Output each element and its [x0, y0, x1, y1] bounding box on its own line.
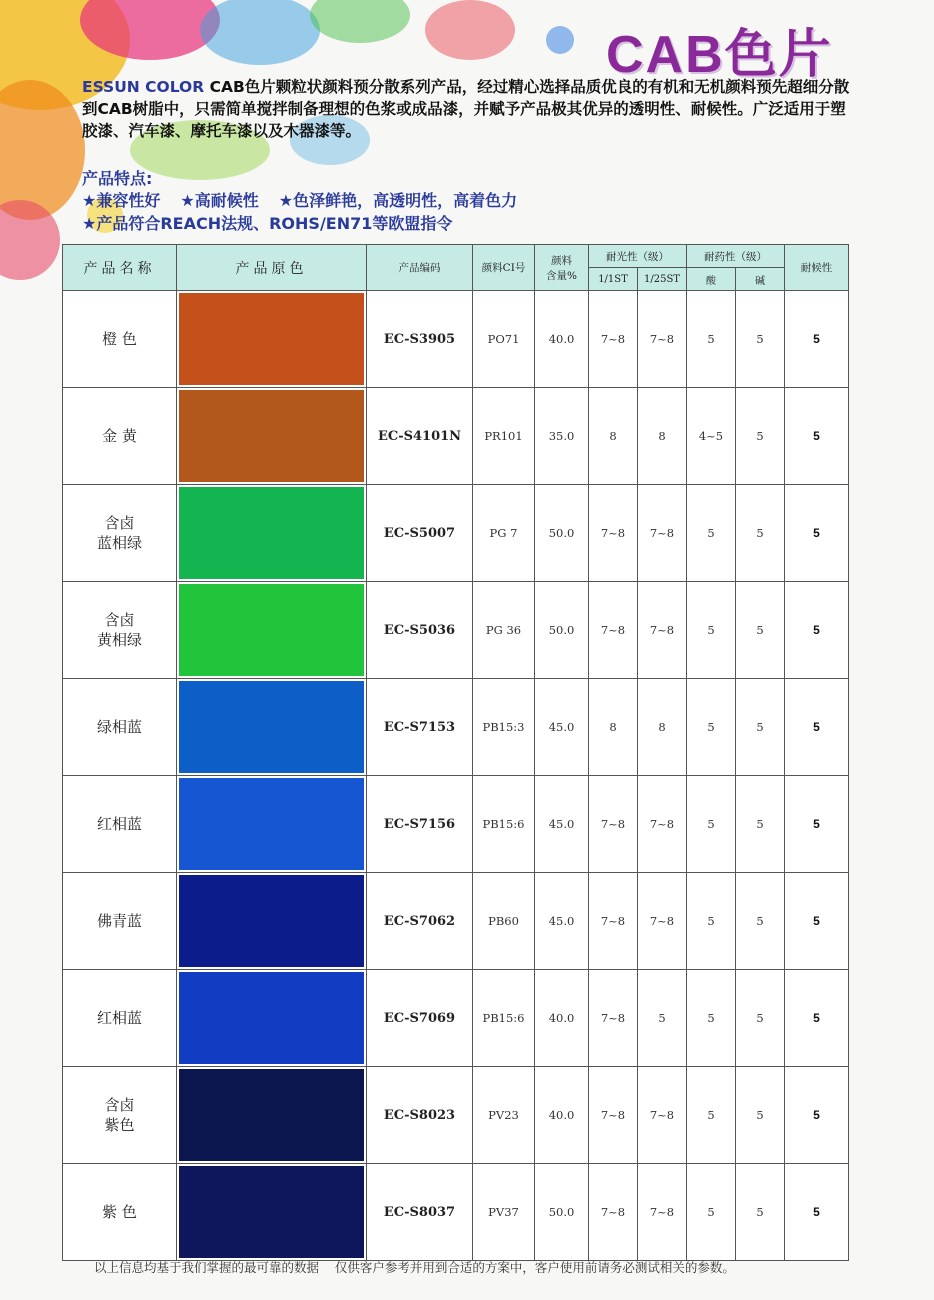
- pigment-content: 50.0: [535, 485, 589, 582]
- ci-number: PO71: [473, 291, 535, 388]
- ci-number: PB15:6: [473, 970, 535, 1067]
- brand-name: ESSUN COLOR: [82, 78, 205, 96]
- weather-resistance: 5: [785, 679, 849, 776]
- header-alkali: 碱: [736, 268, 785, 291]
- color-swatch-cell: [177, 679, 367, 776]
- light-1-1st: 8: [589, 388, 638, 485]
- color-swatch: [179, 1166, 364, 1258]
- weather-resistance: 5: [785, 485, 849, 582]
- color-swatch: [179, 875, 364, 967]
- feature-item: ★兼容性好: [82, 191, 161, 210]
- product-table: [62, 244, 849, 1261]
- acid-resistance: 4~5: [687, 388, 736, 485]
- alkali-resistance: 5: [736, 873, 785, 970]
- header-product-color: 产品原色: [177, 245, 367, 291]
- color-swatch: [179, 584, 364, 676]
- color-swatch-cell: [177, 1067, 367, 1164]
- acid-resistance: 5: [687, 582, 736, 679]
- ci-number: PV37: [473, 1164, 535, 1261]
- product-code: EC-S7062: [367, 873, 473, 970]
- product-code: EC-S7156: [367, 776, 473, 873]
- product-code: EC-S7153: [367, 679, 473, 776]
- pigment-content: 40.0: [535, 1067, 589, 1164]
- features-title: 产品特点:: [82, 169, 153, 188]
- product-name: 绿相蓝: [63, 679, 177, 776]
- color-swatch: [179, 778, 364, 870]
- features-line-1: [82, 188, 537, 211]
- light-1-25st: 5: [638, 970, 687, 1067]
- light-1-25st: 7~8: [638, 873, 687, 970]
- header-acid: 酸: [687, 268, 736, 291]
- weather-resistance: 5: [785, 291, 849, 388]
- header-weather-resistance: 耐候性: [785, 245, 849, 291]
- pigment-content: 45.0: [535, 679, 589, 776]
- features-line-2: [82, 211, 472, 234]
- weather-resistance: 5: [785, 1164, 849, 1261]
- feature-item: ★产品符合REACH法规、ROHS/EN71等欧盟指令: [82, 214, 453, 233]
- footer-disclaimer: 以上信息均基于我们掌握的最可靠的数据 仅供客户参考并用到合适的方案中，客户使用前请务必测试相关的参数。: [94, 1260, 735, 1275]
- header-chemical-resistance: 耐药性（级）: [687, 245, 785, 268]
- acid-resistance: 5: [687, 679, 736, 776]
- ci-number: PG 7: [473, 485, 535, 582]
- light-1-1st: 7~8: [589, 873, 638, 970]
- page-title: CAB色片: [606, 26, 833, 84]
- product-code: EC-S4101N: [367, 388, 473, 485]
- product-name: 含卤 紫色: [63, 1067, 177, 1164]
- product-name: 含卤 黄相绿: [63, 582, 177, 679]
- light-1-1st: 8: [589, 679, 638, 776]
- alkali-resistance: 5: [736, 776, 785, 873]
- header-lightfastness: 耐光性（级）: [589, 245, 687, 268]
- color-swatch-cell: [177, 776, 367, 873]
- light-1-25st: 8: [638, 388, 687, 485]
- header-pigment-content: 颜料 含量%: [535, 245, 589, 291]
- product-name: 含卤 蓝相绿: [63, 485, 177, 582]
- header-light-1-25st: 1/25ST: [638, 268, 687, 291]
- ci-number: PG 36: [473, 582, 535, 679]
- product-name: 橙 色: [63, 291, 177, 388]
- table-row: [63, 388, 849, 485]
- feature-item: ★色泽鲜艳，高透明性，高着色力: [278, 191, 518, 210]
- color-swatch-cell: [177, 291, 367, 388]
- acid-resistance: 5: [687, 291, 736, 388]
- weather-resistance: 5: [785, 582, 849, 679]
- pigment-content: 45.0: [535, 776, 589, 873]
- product-name: 佛青蓝: [63, 873, 177, 970]
- header-ci-number: 颜料CI号: [473, 245, 535, 291]
- product-code: EC-S3905: [367, 291, 473, 388]
- product-name: 紫 色: [63, 1164, 177, 1261]
- feature-item: ★高耐候性: [180, 191, 259, 210]
- table-row: [63, 873, 849, 970]
- alkali-resistance: 5: [736, 582, 785, 679]
- intro-text: CAB色片颗粒状颜料预分散系列产品，经过精心选择品质优良的有机和无机颜料预先超细分散到CAB树脂中，只需简单搅拌制备理想的色浆或成品漆，并赋予产品极其优异的透明性、耐候性。广泛适用于塑胶漆、汽车漆、摩托车漆以及木器漆等。: [82, 78, 850, 140]
- light-1-25st: 7~8: [638, 582, 687, 679]
- ci-number: PB15:6: [473, 776, 535, 873]
- light-1-1st: 7~8: [589, 1164, 638, 1261]
- product-code: EC-S7069: [367, 970, 473, 1067]
- pigment-content: 40.0: [535, 970, 589, 1067]
- pigment-content: 50.0: [535, 1164, 589, 1261]
- light-1-1st: 7~8: [589, 776, 638, 873]
- color-swatch-cell: [177, 485, 367, 582]
- pigment-content: 35.0: [535, 388, 589, 485]
- color-swatch-cell: [177, 1164, 367, 1261]
- header-light-1-1st: 1/1ST: [589, 268, 638, 291]
- weather-resistance: 5: [785, 1067, 849, 1164]
- color-swatch-cell: [177, 388, 367, 485]
- alkali-resistance: 5: [736, 970, 785, 1067]
- product-code: EC-S5007: [367, 485, 473, 582]
- light-1-25st: 7~8: [638, 1067, 687, 1164]
- table-row: [63, 485, 849, 582]
- table-row: [63, 970, 849, 1067]
- product-code: EC-S5036: [367, 582, 473, 679]
- alkali-resistance: 5: [736, 1067, 785, 1164]
- table-row: [63, 291, 849, 388]
- product-name: 红相蓝: [63, 970, 177, 1067]
- ci-number: PB15:3: [473, 679, 535, 776]
- light-1-25st: 7~8: [638, 291, 687, 388]
- acid-resistance: 5: [687, 873, 736, 970]
- alkali-resistance: 5: [736, 485, 785, 582]
- ci-number: PR101: [473, 388, 535, 485]
- light-1-1st: 7~8: [589, 1067, 638, 1164]
- pigment-content: 40.0: [535, 291, 589, 388]
- table-row: [63, 582, 849, 679]
- color-swatch-cell: [177, 970, 367, 1067]
- alkali-resistance: 5: [736, 1164, 785, 1261]
- acid-resistance: 5: [687, 776, 736, 873]
- light-1-1st: 7~8: [589, 582, 638, 679]
- color-swatch: [179, 390, 364, 482]
- alkali-resistance: 5: [736, 291, 785, 388]
- light-1-25st: 7~8: [638, 776, 687, 873]
- color-swatch-cell: [177, 582, 367, 679]
- acid-resistance: 5: [687, 1067, 736, 1164]
- acid-resistance: 5: [687, 485, 736, 582]
- color-swatch: [179, 972, 364, 1064]
- pigment-content: 50.0: [535, 582, 589, 679]
- light-1-1st: 7~8: [589, 291, 638, 388]
- light-1-25st: 8: [638, 679, 687, 776]
- weather-resistance: 5: [785, 388, 849, 485]
- color-swatch: [179, 681, 364, 773]
- intro-paragraph: [82, 76, 852, 142]
- light-1-25st: 7~8: [638, 1164, 687, 1261]
- table-row: [63, 776, 849, 873]
- ci-number: PB60: [473, 873, 535, 970]
- color-swatch: [179, 1069, 364, 1161]
- acid-resistance: 5: [687, 970, 736, 1067]
- pigment-content: 45.0: [535, 873, 589, 970]
- alkali-resistance: 5: [736, 388, 785, 485]
- weather-resistance: 5: [785, 776, 849, 873]
- color-swatch: [179, 487, 364, 579]
- alkali-resistance: 5: [736, 679, 785, 776]
- table-row: [63, 1067, 849, 1164]
- light-1-1st: 7~8: [589, 485, 638, 582]
- light-1-25st: 7~8: [638, 485, 687, 582]
- color-swatch-cell: [177, 873, 367, 970]
- color-swatch: [179, 293, 364, 385]
- product-code: EC-S8037: [367, 1164, 473, 1261]
- product-name: 红相蓝: [63, 776, 177, 873]
- acid-resistance: 5: [687, 1164, 736, 1261]
- product-name: 金 黄: [63, 388, 177, 485]
- table-row: [63, 1164, 849, 1261]
- ci-number: PV23: [473, 1067, 535, 1164]
- table-row: [63, 679, 849, 776]
- weather-resistance: 5: [785, 970, 849, 1067]
- header-product-code: 产品编码: [367, 245, 473, 291]
- light-1-1st: 7~8: [589, 970, 638, 1067]
- weather-resistance: 5: [785, 873, 849, 970]
- header-product-name: 产品名称: [63, 245, 177, 291]
- product-code: EC-S8023: [367, 1067, 473, 1164]
